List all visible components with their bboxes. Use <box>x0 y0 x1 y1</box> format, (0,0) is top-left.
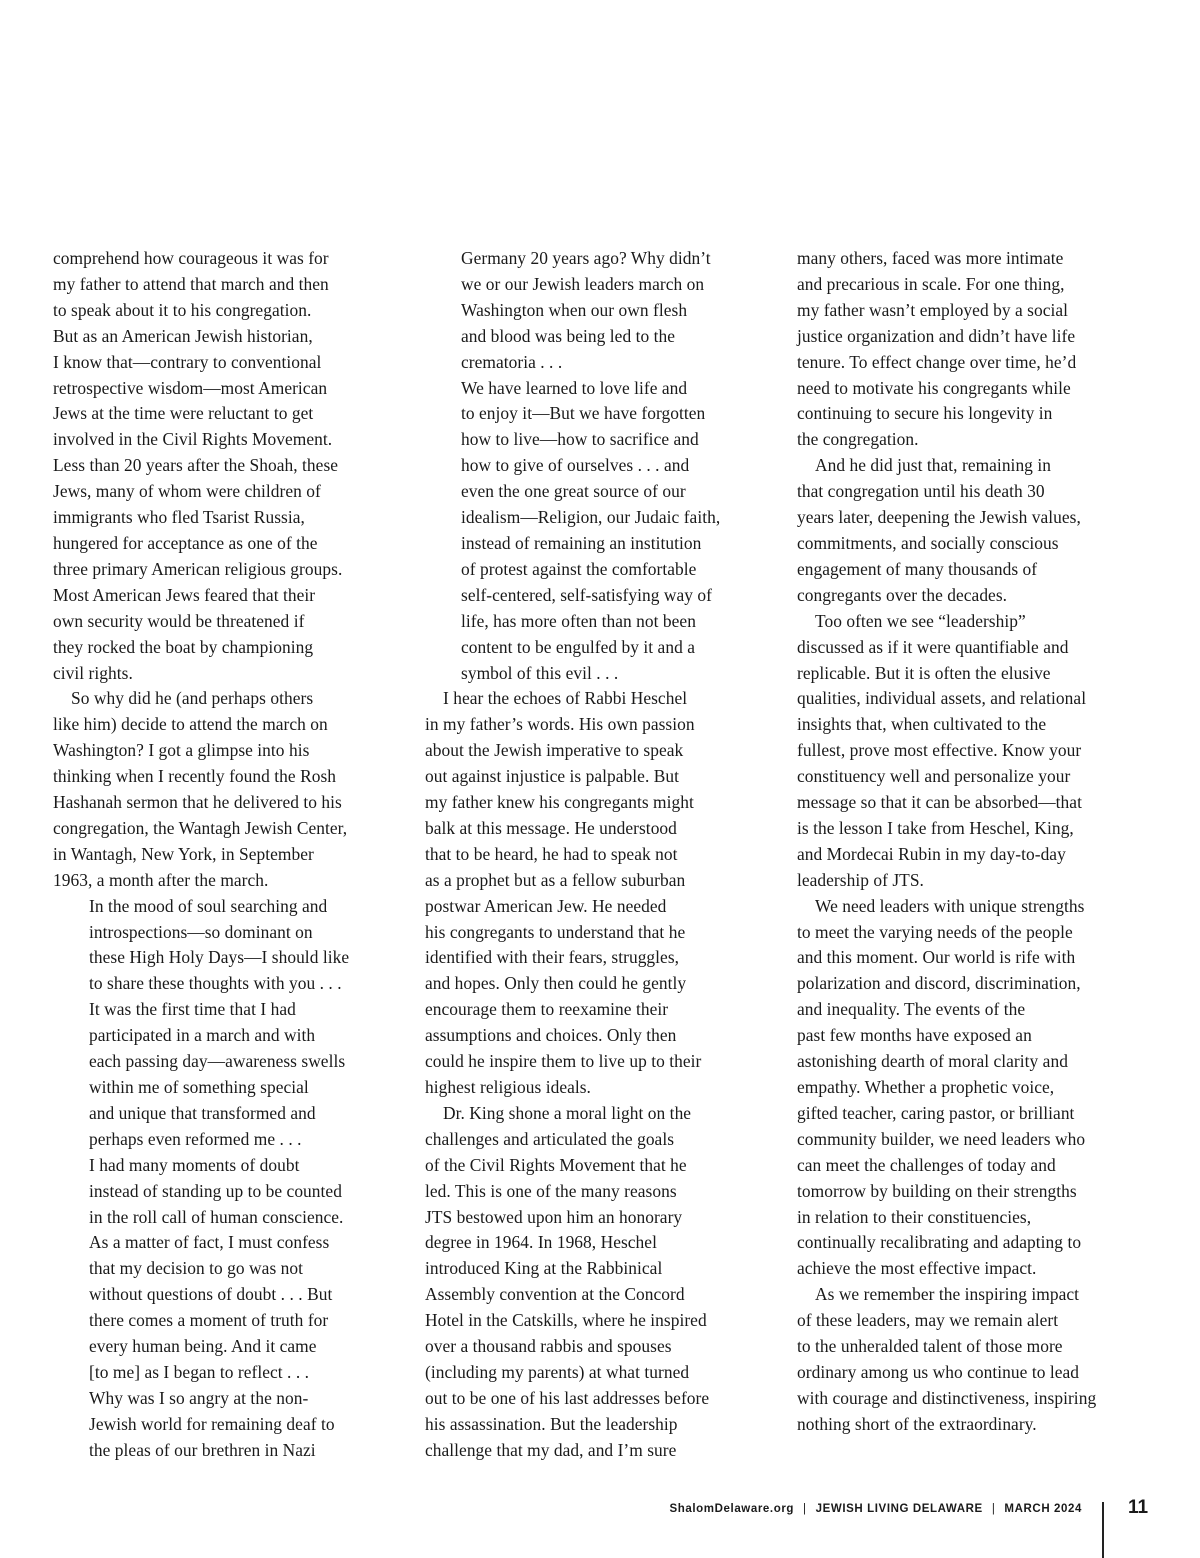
text-line: that my decision to go was not <box>89 1258 304 1279</box>
text-line: retrospective wisdom—most American <box>53 377 328 398</box>
text-line: Jewish world for remaining deaf to <box>89 1413 335 1434</box>
text-line: assumptions and choices. Only then <box>425 1025 677 1046</box>
text-line: introduced King at the Rabbinical <box>425 1258 663 1279</box>
text-line: is the lesson I take from Heschel, King, <box>797 817 1074 838</box>
text-line: Jews at the time were reluctant to get <box>53 403 314 424</box>
text-line: like him) decide to attend the march on <box>53 714 328 735</box>
text-line: introspections—so dominant on <box>89 921 313 942</box>
text-line: and inequality. The events of the <box>797 999 1026 1020</box>
text-line: civil rights. <box>53 662 133 683</box>
text-line: of protest against the comfortable <box>461 558 697 579</box>
text-line: Washington when our own flesh <box>461 299 688 320</box>
text-line: the pleas of our brethren in Nazi <box>89 1439 316 1460</box>
text-line: over a thousand rabbis and spouses <box>425 1336 672 1357</box>
text-line: perhaps even reformed me . . . <box>89 1128 302 1149</box>
text-line: engagement of many thousands of <box>797 558 1038 579</box>
text-line: congregation, the Wantagh Jewish Center, <box>53 817 348 838</box>
text-line: fullest, prove most effective. Know your <box>797 740 1082 761</box>
text-line: Less than 20 years after the Shoah, these <box>53 455 339 476</box>
text-line: Hotel in the Catskills, where he inspired <box>425 1310 707 1331</box>
text-line: in the roll call of human conscience. <box>89 1206 344 1227</box>
text-line: discussed as if it were quantifiable and <box>797 636 1069 657</box>
text-line: And he did just that, remaining in <box>815 455 1051 476</box>
text-line: thinking when I recently found the Rosh <box>53 766 337 787</box>
text-line: tomorrow by building on their strengths <box>797 1180 1077 1201</box>
text-line: in my father’s words. His own passion <box>425 714 695 735</box>
text-line: balk at this message. He understood <box>425 817 677 838</box>
text-line: my father knew his congregants might <box>425 792 694 813</box>
text-line: Hashanah sermon that he delivered to his <box>53 792 342 813</box>
text-line: content to be engulfed by it and a <box>461 636 695 657</box>
text-line: (including my parents) at what turned <box>425 1361 690 1382</box>
text-line: we or our Jewish leaders march on <box>461 273 705 294</box>
text-line: idealism—Religion, our Judaic faith, <box>461 507 721 528</box>
text-line: constituency well and personalize your <box>797 766 1071 787</box>
text-line: as a prophet but as a fellow suburban <box>425 869 686 890</box>
text-line: each passing day—awareness swells <box>89 1051 346 1072</box>
text-line: own security would be threatened if <box>53 610 305 631</box>
text-line: led. This is one of the many reasons <box>425 1180 677 1201</box>
column-2 <box>425 246 770 1464</box>
text-line: We need leaders with unique strengths <box>815 895 1085 916</box>
text-line: about the Jewish imperative to speak <box>425 740 684 761</box>
text-line: my father wasn’t employed by a social <box>797 299 1069 320</box>
text-line: with courage and distinctiveness, inspiring <box>797 1387 1097 1408</box>
text-line: 1963, a month after the march. <box>53 869 269 890</box>
text-line: to meet the varying needs of the people <box>797 921 1073 942</box>
text-line: qualities, individual assets, and relational <box>797 688 1087 709</box>
text-line: my father to attend that march and then <box>53 273 329 294</box>
text-line: within me of something special <box>89 1077 309 1097</box>
text-line: empathy. Whether a prophetic voice, <box>797 1077 1055 1097</box>
text-line: even the one great source of our <box>461 481 686 502</box>
text-line: commitments, and socially conscious <box>797 532 1059 553</box>
text-line: life, has more often than not been <box>461 610 696 631</box>
text-line: symbol of this evil . . . <box>461 662 619 683</box>
text-line: these High Holy Days—I should like <box>89 947 350 968</box>
text-line: I had many moments of doubt <box>89 1154 300 1175</box>
text-line: Germany 20 years ago? Why didn’t <box>461 248 711 268</box>
text-line: continually recalibrating and adapting to <box>797 1232 1082 1253</box>
text-line: and hopes. Only then could he gently <box>425 973 687 994</box>
text-line: nothing short of the extraordinary. <box>797 1413 1037 1434</box>
text-line: they rocked the boat by championing <box>53 636 314 657</box>
text-line: JTS bestowed upon him an honorary <box>425 1206 683 1227</box>
text-line: his congregants to understand that he <box>425 921 686 942</box>
text-line: the congregation. <box>797 429 919 450</box>
page-footer <box>669 1503 1082 1515</box>
text-line: degree in 1964. In 1968, Heschel <box>425 1232 657 1253</box>
text-line: Too often we see “leadership” <box>815 610 1026 631</box>
text-line: Most American Jews feared that their <box>53 584 316 605</box>
text-line: past few months have exposed an <box>797 1025 1032 1046</box>
text-line: I know that—contrary to conventional <box>53 351 322 372</box>
text-line: that congregation until his death 30 <box>797 481 1045 502</box>
text-line: could he inspire them to live up to their <box>425 1051 702 1072</box>
page-number: 11 <box>1128 1497 1149 1518</box>
text-line: and unique that transformed and <box>89 1102 316 1123</box>
text-line: replicable. But it is often the elusive <box>797 662 1051 683</box>
text-line: So why did he (and perhaps others <box>71 688 314 709</box>
text-line: his assassination. But the leadership <box>425 1413 678 1434</box>
text-line: to speak about it to his congregation. <box>53 299 312 320</box>
text-line: three primary American religious groups. <box>53 558 343 579</box>
text-line: instead of remaining an institution <box>461 532 702 553</box>
footer-divider <box>1102 1502 1104 1558</box>
text-line: As we remember the inspiring impact <box>815 1284 1079 1305</box>
text-line: of the Civil Rights Movement that he <box>425 1154 687 1175</box>
text-line: We have learned to love life and <box>461 377 688 398</box>
text-line: challenge that my dad, and I’m sure <box>425 1439 677 1460</box>
text-line: polarization and discord, discrimination, <box>797 973 1081 994</box>
text-line: every human being. And it came <box>89 1336 317 1357</box>
text-line: participated in a march and with <box>89 1025 316 1046</box>
text-line: community builder, we need leaders who <box>797 1128 1086 1149</box>
text-line: As a matter of fact, I must confess <box>89 1232 330 1253</box>
text-line: many others, faced was more intimate <box>797 248 1064 268</box>
text-line: there comes a moment of truth for <box>89 1310 329 1331</box>
text-line: how to live—how to sacrifice and <box>461 429 699 450</box>
text-line: crematoria . . . <box>461 351 563 372</box>
text-line: and Mordecai Rubin in my day-to-day <box>797 843 1066 864</box>
text-line: of these leaders, may we remain alert <box>797 1310 1059 1331</box>
text-line: It was the first time that I had <box>89 999 296 1020</box>
text-line: achieve the most effective impact. <box>797 1258 1037 1279</box>
text-line: to enjoy it—But we have forgotten <box>461 403 706 424</box>
text-line: highest religious ideals. <box>425 1077 591 1097</box>
text-line: Assembly convention at the Concord <box>425 1284 685 1305</box>
text-line: immigrants who fled Tsarist Russia, <box>53 507 305 528</box>
text-line: congregants over the decades. <box>797 584 1008 605</box>
text-line: out against injustice is palpable. But <box>425 766 680 787</box>
text-line: encourage them to reexamine their <box>425 999 669 1020</box>
text-line: out to be one of his last addresses before <box>425 1387 710 1408</box>
text-line: in Wantagh, New York, in September <box>53 843 314 864</box>
column-1 <box>53 246 398 1464</box>
text-line: hungered for acceptance as one of the <box>53 532 318 553</box>
text-line: and precarious in scale. For one thing, <box>797 273 1065 294</box>
column-3 <box>797 246 1142 1438</box>
text-line: tenure. To effect change over time, he’d <box>797 351 1077 372</box>
text-line: continuing to secure his longevity in <box>797 403 1053 424</box>
footer-publication: JEWISH LIVING DELAWARE <box>815 1503 983 1515</box>
text-line: identified with their fears, struggles, <box>425 947 680 968</box>
text-line: postwar American Jew. He needed <box>425 895 667 916</box>
text-line: ordinary among us who continue to lead <box>797 1361 1080 1382</box>
text-line: self-centered, self-satisfying way of <box>461 584 713 605</box>
text-line: without questions of doubt . . . But <box>89 1284 333 1305</box>
text-line: and this moment. Our world is rife with <box>797 947 1076 968</box>
text-line: Washington? I got a glimpse into his <box>53 740 310 761</box>
text-line: can meet the challenges of today and <box>797 1154 1056 1175</box>
text-line: [to me] as I began to reflect . . . <box>89 1361 310 1382</box>
text-line: that to be heard, he had to speak not <box>425 843 678 864</box>
text-line: But as an American Jewish historian, <box>53 325 313 346</box>
text-line: in relation to their constituencies, <box>797 1206 1032 1227</box>
footer-issue: MARCH 2024 <box>1004 1503 1082 1515</box>
text-line: challenges and articulated the goals <box>425 1128 675 1149</box>
text-line: Dr. King shone a moral light on the <box>443 1102 692 1123</box>
text-line: how to give of ourselves . . . and <box>461 455 690 476</box>
text-line: and blood was being led to the <box>461 325 676 346</box>
text-line: leadership of JTS. <box>797 869 924 890</box>
text-line: involved in the Civil Rights Movement. <box>53 429 333 450</box>
text-line: need to motivate his congregants while <box>797 377 1071 398</box>
text-line: to share these thoughts with you . . . <box>89 973 342 994</box>
text-line: Why was I so angry at the non- <box>89 1387 309 1408</box>
footer-separator: | <box>991 1503 996 1515</box>
text-line: Jews, many of whom were children of <box>53 481 321 502</box>
text-line: message so that it can be absorbed—that <box>797 792 1082 813</box>
text-line: gifted teacher, caring pastor, or brilliant <box>797 1102 1075 1123</box>
text-line: instead of standing up to be counted <box>89 1180 342 1201</box>
footer-website: ShalomDelaware.org <box>669 1503 795 1515</box>
text-line: years later, deepening the Jewish values, <box>797 507 1081 528</box>
footer-separator: | <box>803 1503 807 1515</box>
text-line: to the unheralded talent of those more <box>797 1336 1063 1357</box>
text-line: comprehend how courageous it was for <box>53 248 329 268</box>
text-line: justice organization and didn’t have life <box>797 325 1076 346</box>
text-line: astonishing dearth of moral clarity and <box>797 1051 1068 1072</box>
text-line: I hear the echoes of Rabbi Heschel <box>443 688 688 709</box>
text-line: In the mood of soul searching and <box>89 895 328 916</box>
text-line: insights that, when cultivated to the <box>797 714 1047 735</box>
